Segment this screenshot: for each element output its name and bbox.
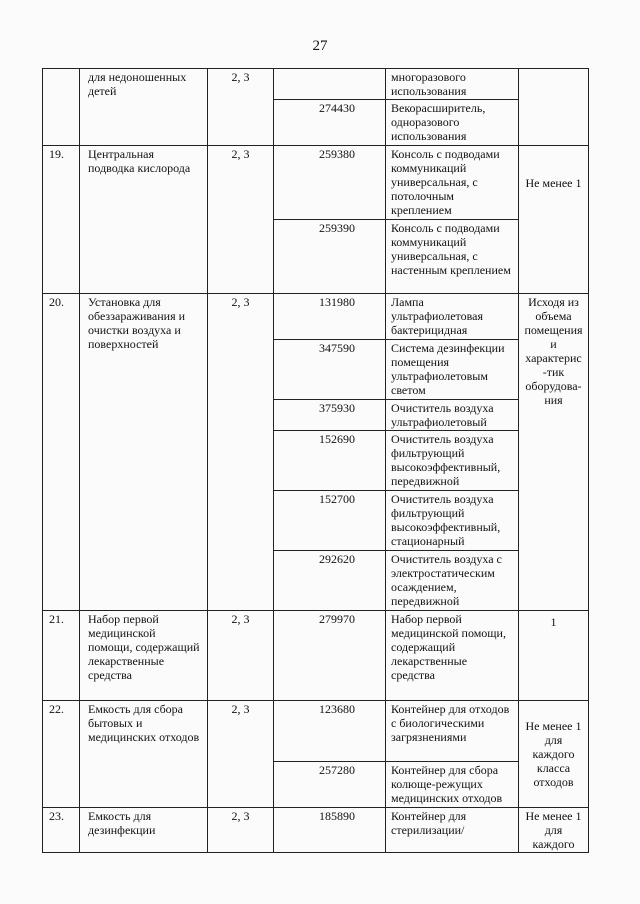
equipment-code: 292620 — [274, 551, 386, 611]
equipment-kind: Контейнер для сбора колюще-режущих медицинских отходов — [386, 762, 519, 808]
equipment-kind: Система дезинфекции помещения ультрафиолетовым светом — [386, 340, 519, 400]
equipment-kind: Очиститель воздуха фильтрующий высокоэффективный, передвижной — [386, 431, 519, 491]
equipment-kind: Очиститель воздуха фильтрующий высокоэффективный, стационарный — [386, 491, 519, 551]
equipment-code: 347590 — [274, 340, 386, 400]
row-number — [43, 69, 80, 146]
row-number: 19. — [43, 146, 80, 294]
equipment-class: 2, 3 — [208, 146, 274, 294]
equipment-kind: Очиститель воздуха ультрафиолетовый — [386, 400, 519, 431]
equipment-code: 259390 — [274, 220, 386, 294]
equipment-quantity — [519, 69, 589, 146]
table-row — [43, 701, 589, 762]
equipment-code — [274, 69, 386, 100]
equipment-code: 131980 — [274, 294, 386, 340]
equipment-class: 2, 3 — [208, 294, 274, 611]
equipment-name: Набор первой медицинской помощи, содержащий лекарственные средства — [80, 611, 208, 701]
equipment-quantity: Не менее 1 для каждого — [519, 808, 589, 853]
row-number: 22. — [43, 701, 80, 808]
equipment-kind: многоразового использования — [386, 69, 519, 100]
equipment-code: 279970 — [274, 611, 386, 701]
equipment-quantity: 1 — [519, 611, 589, 701]
equipment-code: 257280 — [274, 762, 386, 808]
equipment-quantity: Не менее 1 для каждого класса отходов — [519, 701, 589, 808]
equipment-kind: Контейнер для отходов с биологическими загрязнениями — [386, 701, 519, 762]
equipment-kind: Очиститель воздуха с электростатическим осаждением, передвижной — [386, 551, 519, 611]
equipment-table — [42, 68, 589, 853]
row-number: 20. — [43, 294, 80, 611]
row-number: 23. — [43, 808, 80, 853]
equipment-kind: Набор первой медицинской помощи, содержащий лекарственные средства — [386, 611, 519, 701]
equipment-name: Центральная подводка кислорода — [80, 146, 208, 294]
equipment-class: 2, 3 — [208, 701, 274, 808]
table-row — [43, 611, 589, 701]
table-row — [43, 69, 589, 100]
equipment-name: Емкость для дезинфекции — [80, 808, 208, 853]
equipment-kind: Консоль с подводами коммуникаций универсальная, с настенным креплением — [386, 220, 519, 294]
equipment-code: 123680 — [274, 701, 386, 762]
equipment-name: Установка для обеззараживания и очистки воздуха и поверхностей — [80, 294, 208, 611]
equipment-class: 2, 3 — [208, 808, 274, 853]
equipment-kind: Лампа ультрафиолетовая бактерицидная — [386, 294, 519, 340]
equipment-kind: Консоль с подводами коммуникаций универсальная, с потолочным креплением — [386, 146, 519, 220]
equipment-code: 259380 — [274, 146, 386, 220]
equipment-code: 152690 — [274, 431, 386, 491]
table-row — [43, 808, 589, 853]
equipment-code: 185890 — [274, 808, 386, 853]
page-number: 27 — [312, 38, 328, 54]
equipment-quantity: Исходя из объема помещения и характерис-тик оборудова-ния — [519, 294, 589, 611]
equipment-quantity: Не менее 1 — [519, 146, 589, 294]
equipment-kind: Контейнер для стерилизации/ — [386, 808, 519, 853]
table-row — [43, 146, 589, 220]
equipment-name: для недоношенных детей — [80, 69, 208, 146]
equipment-code: 274430 — [274, 100, 386, 146]
equipment-code: 375930 — [274, 400, 386, 431]
equipment-kind: Векорасширитель, одноразового использования — [386, 100, 519, 146]
equipment-name: Емкость для сбора бытовых и медицинских отходов — [80, 701, 208, 808]
equipment-code: 152700 — [274, 491, 386, 551]
table-row — [43, 294, 589, 340]
row-number: 21. — [43, 611, 80, 701]
equipment-class: 2, 3 — [208, 69, 274, 146]
equipment-class: 2, 3 — [208, 611, 274, 701]
